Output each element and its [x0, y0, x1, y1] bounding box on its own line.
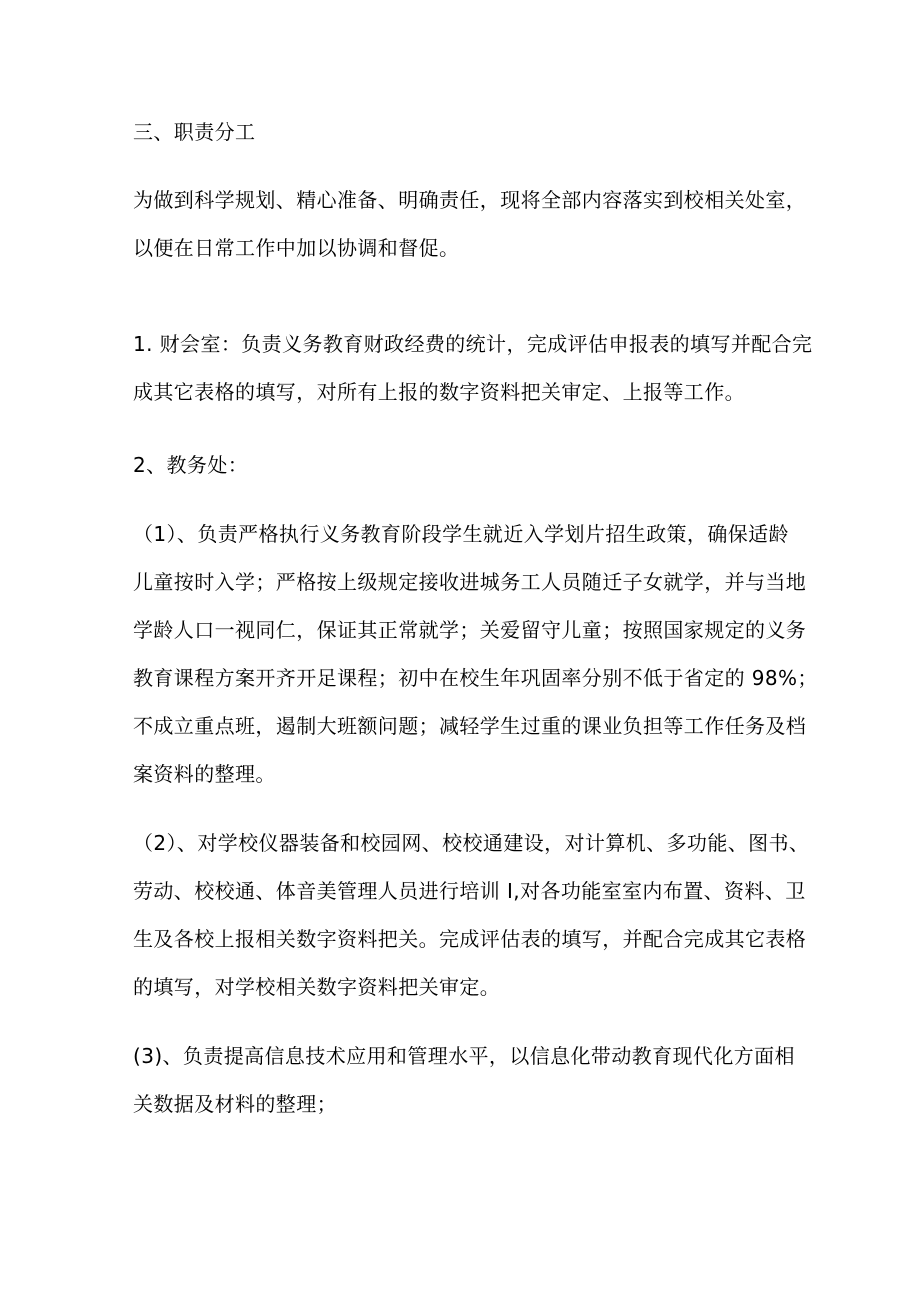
sub1-line-6: 案资料的整理。: [133, 762, 276, 786]
sub1-line-4: 教育课程方案开齐开足课程；初中在校生年巩固率分别不低于省定的 98%；: [133, 666, 818, 690]
sub3-line-1: (3)、负责提高信息技术应用和管理水平，以信息化带动教育现代化方面相: [133, 1044, 795, 1068]
intro-line-1: 为做到科学规划、精心准备、明确责任，现将全部内容落实到校相关处室，: [133, 188, 807, 212]
sub1-line-2: 儿童按时入学；严格按上级规定接收进城务工人员随迁子女就学，并与当地: [133, 570, 807, 594]
sub1-line-3: 学龄人口一视同仁，保证其正常就学；关爱留守儿童；按照国家规定的义务: [133, 618, 807, 642]
sub2-line-1: （2）、对学校仪器装备和校园网、校校通建设，对计算机、多功能、图书、: [133, 831, 810, 855]
sub1-line-5: 不成立重点班，遏制大班额问题；减轻学生过重的课业负担等工作任务及档: [133, 714, 807, 738]
sub1-line-1: （1）、负责严格执行义务教育阶段学生就近入学划片招生政策，确保适龄: [133, 522, 789, 546]
item1-line-2: 成其它表格的填写，对所有上报的数字资料把关审定、上报等工作。: [133, 380, 745, 404]
section-heading: 三、职责分工: [133, 120, 256, 144]
sub2-line-2: 劳动、校校通、体音美管理人员进行培训 I,对各功能室室内布置、资料、卫: [133, 879, 806, 903]
intro-line-2: 以便在日常工作中加以协调和督促。: [133, 236, 460, 260]
item1-line-1: 1. 财会室：负责义务教育财政经费的统计，完成评估申报表的填写并配合完: [133, 332, 813, 356]
sub2-line-4: 的填写，对学校相关数字资料把关审定。: [133, 975, 501, 999]
sub2-line-3: 生及各校上报相关数字资料把关。完成评估表的填写，并配合完成其它表格: [133, 927, 807, 951]
item2-heading: 2、教务处：: [133, 453, 249, 477]
sub3-line-2: 关数据及材料的整理；: [133, 1092, 337, 1116]
